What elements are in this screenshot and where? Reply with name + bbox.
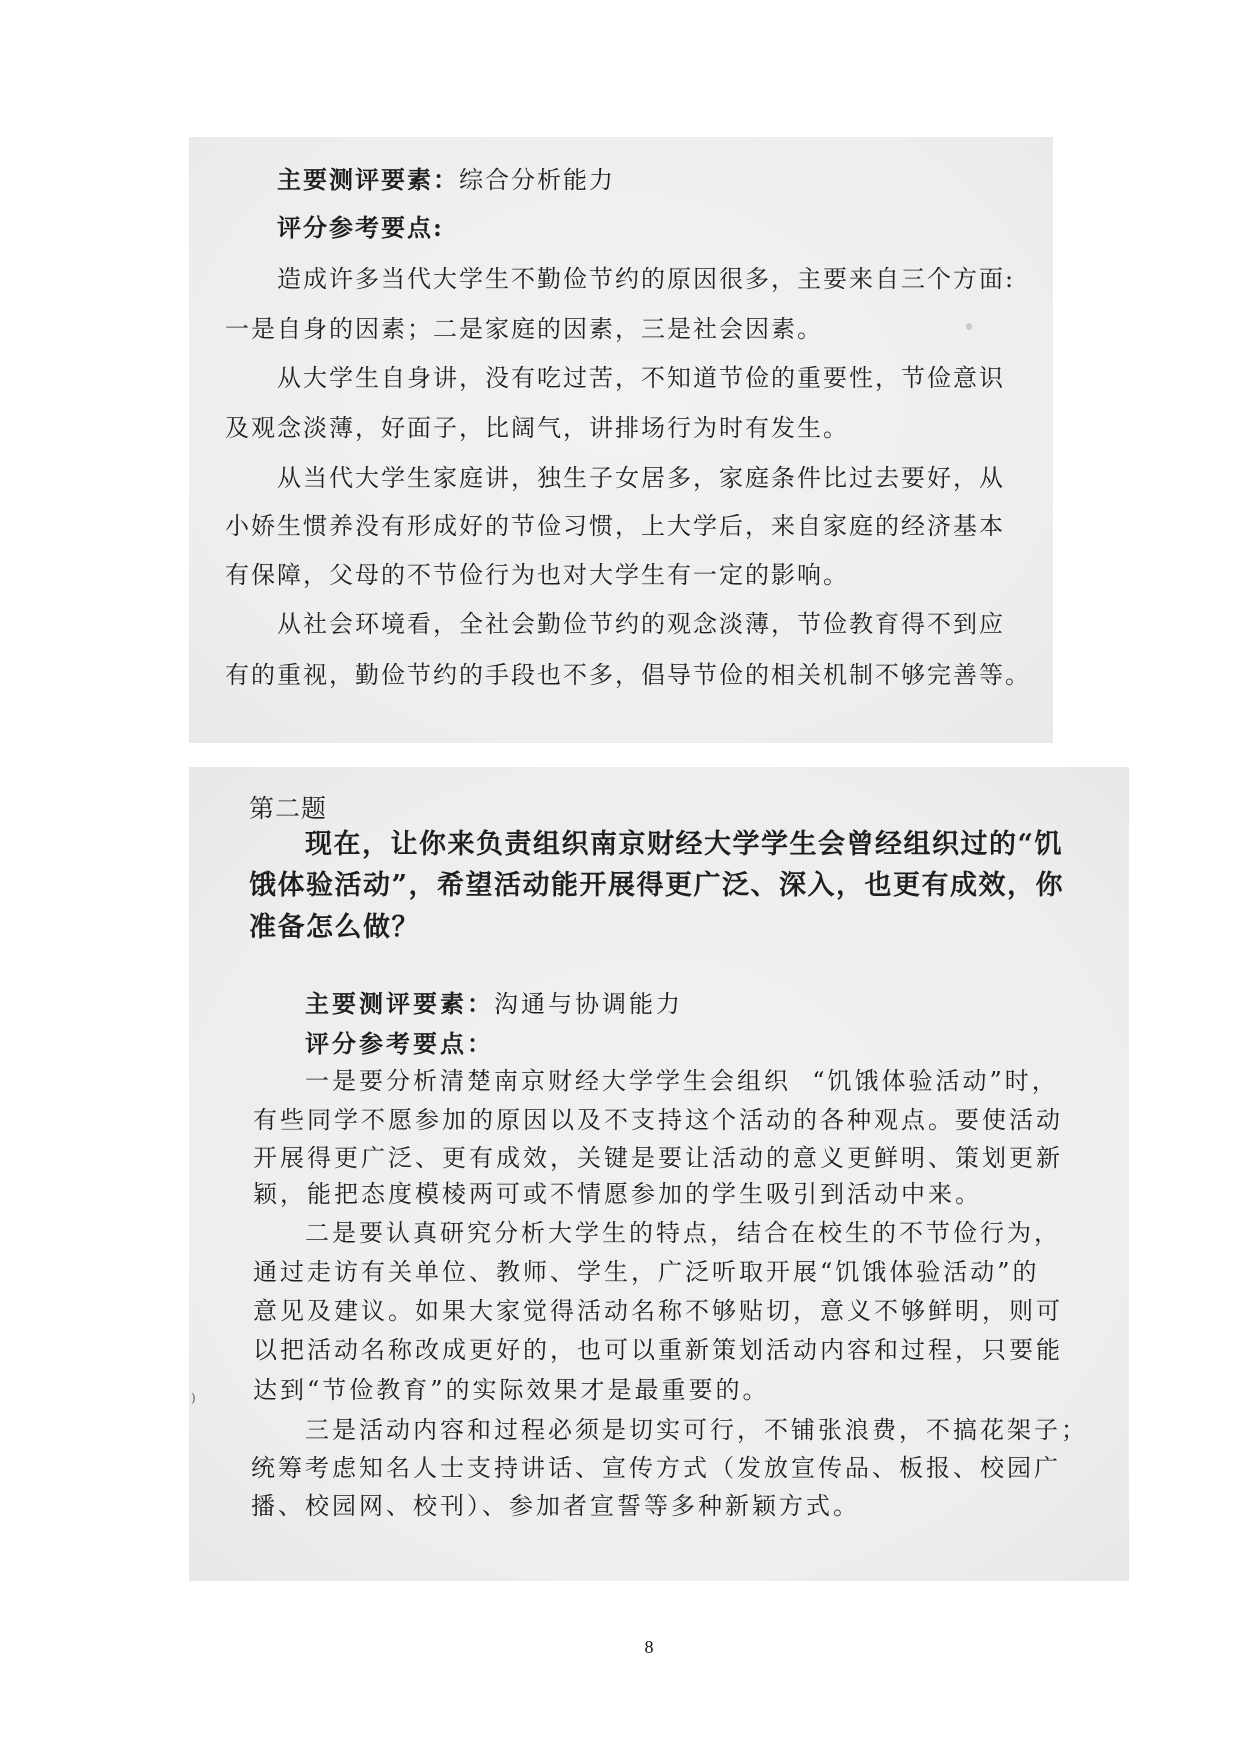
- scanned-answer-block-1: [189, 137, 1053, 743]
- body-line: 造成许多当代大学生不勤俭节约的原因很多，主要来自三个方面:: [277, 265, 1016, 293]
- body-line: 有保障，父母的不节俭行为也对大学生有一定的影响。: [225, 561, 849, 589]
- scoring-label: 评分参考要点:: [277, 213, 444, 242]
- body-line: 达到“节俭教育”的实际效果才是最重要的。: [253, 1376, 770, 1404]
- body-line: 二是要认真研究分析大学生的特点，结合在校生的不节俭行为，: [305, 1219, 1061, 1247]
- criteria-value: 综合分析能力: [459, 166, 615, 194]
- body-line: 统筹考虑知名人士支持讲话、宣传方式（发放宣传品、板报、校园广: [251, 1454, 1061, 1482]
- scoring-label: 评分参考要点：: [305, 1029, 494, 1058]
- body-line: 及观念淡薄，好面子，比阔气，讲排场行为时有发生。: [225, 414, 849, 442]
- body-line: 有些同学不愿参加的原因以及不支持这个活动的各种观点。要使活动: [253, 1106, 1063, 1134]
- body-line: 小娇生惯养没有形成好的节俭习惯，上大学后，来自家庭的经济基本: [225, 512, 1005, 540]
- body-line: 以把活动名称改成更好的，也可以重新策划活动内容和过程，只要能: [253, 1336, 1063, 1364]
- body-line: 颖，能把态度模棱两可或不情愿参加的学生吸引到活动中来。: [253, 1180, 982, 1208]
- body-line: 一是要分析清楚南京财经大学学生会组织 “饥饿体验活动”时，: [305, 1067, 1059, 1095]
- question-line: 饿体验活动”，希望活动能开展得更广泛、深入，也更有成效，你: [249, 870, 1065, 901]
- body-line: 开展得更广泛、更有成效，关键是要让活动的意义更鲜明、策划更新: [253, 1144, 1063, 1172]
- margin-mark: ): [191, 1391, 196, 1405]
- criteria-line: [277, 165, 615, 195]
- body-line: 意见及建议。如果大家觉得活动名称不够贴切，意义不够鲜明，则可: [253, 1297, 1063, 1325]
- body-line: 从社会环境看，全社会勤俭节约的观念淡薄，节俭教育得不到应: [277, 610, 1005, 638]
- body-line: 从当代大学生家庭讲，独生子女居多，家庭条件比过去要好，从: [277, 464, 1005, 492]
- question-title: 第二题: [249, 794, 328, 823]
- criteria-value: 沟通与协调能力: [494, 990, 683, 1018]
- body-line: 从大学生自身讲，没有吃过苦，不知道节俭的重要性，节俭意识: [277, 364, 1005, 392]
- criteria-label: 主要测评要素：: [277, 165, 459, 194]
- scan-speck: [966, 323, 972, 330]
- body-line: 通过走访有关单位、教师、学生，广泛听取开展“饥饿体验活动”的: [253, 1258, 1040, 1286]
- body-line: 播、校园网、校刊）、参加者宣誓等多种新颖方式。: [251, 1492, 860, 1520]
- question-line: 准备怎么做？: [249, 912, 420, 943]
- body-line: 有的重视，勤俭节约的手段也不多，倡导节俭的相关机制不够完善等。: [225, 661, 1031, 689]
- body-line: 三是活动内容和过程必须是切实可行，不铺张浪费，不搞花架子；: [305, 1416, 1088, 1444]
- criteria-line: [305, 989, 683, 1019]
- scanned-question-block-2: [189, 767, 1129, 1581]
- page-number: 8: [644, 1637, 654, 1657]
- question-line: 现在，让你来负责组织南京财经大学学生会曾经组织过的“饥: [305, 829, 1064, 860]
- criteria-label: 主要测评要素：: [305, 989, 494, 1018]
- body-line: 一是自身的因素；二是家庭的因素，三是社会因素。: [225, 315, 823, 343]
